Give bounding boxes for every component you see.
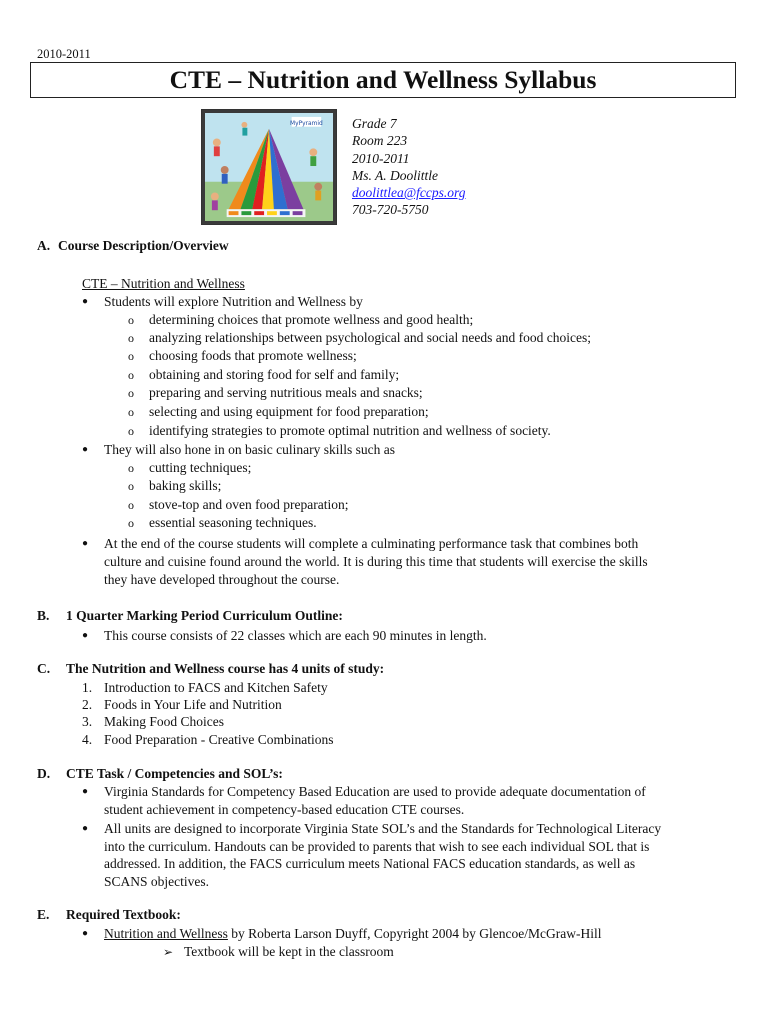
bullet-icon: ● — [82, 928, 89, 939]
sub-bullet-icon: o — [128, 461, 134, 475]
mypyramid-image — [201, 109, 337, 225]
unit-number: 2. — [82, 697, 93, 712]
course-info — [352, 115, 466, 219]
sub-bullet-icon: o — [128, 386, 134, 400]
bullet-icon: ● — [82, 786, 89, 797]
bullet-icon: ● — [82, 538, 89, 549]
unit-item: Foods in Your Life and Nutrition — [104, 697, 282, 712]
sub-bullet-icon: o — [128, 368, 134, 382]
textbook-details: by Roberta Larson Duyff, Copyright 2004 by Glencoe/McGraw-Hill — [227, 926, 602, 941]
list-item: preparing and serving nutritious meals and snacks; — [149, 385, 423, 400]
teacher-name: Ms. A. Doolittle — [352, 167, 438, 183]
unit-number: 3. — [82, 714, 93, 729]
section-d-bullet-2-line: into the curriculum. Handouts can be provided to parents that wish to see each individual SOL that is — [104, 839, 650, 854]
unit-item: Introduction to FACS and Kitchen Safety — [104, 680, 328, 695]
phone: 703-720-5750 — [352, 202, 429, 218]
sub-bullet-icon: o — [128, 349, 134, 363]
sub-bullet-icon: o — [128, 479, 134, 493]
email-link[interactable]: doolittlea@fccps.org — [352, 185, 466, 201]
section-a-bullet-1: Students will explore Nutrition and Wellness by — [104, 294, 363, 309]
bullet-icon: ● — [82, 296, 89, 307]
bullet-icon: ● — [82, 823, 89, 834]
list-item: selecting and using equipment for food preparation; — [149, 404, 429, 419]
bullet-icon: ● — [82, 630, 89, 641]
sub-bullet-icon: o — [128, 516, 134, 530]
section-d-bullet-2-line: All units are designed to incorporate Virginia State SOL’s and the Standards for Technological Literacy — [104, 821, 662, 836]
sub-bullet-icon: o — [128, 331, 134, 345]
section-a-bullet-3-line: culture and cuisine found around the world. It is during this time that students will exercise the skills — [104, 554, 648, 569]
unit-number: 4. — [82, 732, 93, 747]
arrow-bullet-icon: ➢ — [163, 945, 174, 959]
section-a-bullet-3-line: they have developed throughout the course. — [104, 572, 340, 587]
section-a-bullet-3-line: At the end of the course students will complete a culminating performance task that combines both — [104, 536, 639, 551]
section-d-bullet-2-line: SCANS objectives. — [104, 874, 210, 889]
list-item: stove-top and oven food preparation; — [149, 497, 349, 512]
unit-item: Making Food Choices — [104, 714, 224, 729]
list-item: cutting techniques; — [149, 460, 252, 475]
section-a-bullet-2: They will also hone in on basic culinary skills such as — [104, 442, 395, 457]
list-item: choosing foods that promote wellness; — [149, 348, 357, 363]
list-item: identifying strategies to promote optimal nutrition and wellness of society. — [149, 423, 551, 438]
section-d-bullet-2-line: addressed. In addition, the FACS curriculum meets National FACS education standards, as well as — [104, 856, 636, 871]
school-year: 2010-2011 — [352, 150, 410, 166]
list-item: baking skills; — [149, 478, 222, 493]
list-item: essential seasoning techniques. — [149, 515, 317, 530]
section-b-bullet: This course consists of 22 classes which are each 90 minutes in length. — [104, 628, 487, 643]
sub-bullet-icon: o — [128, 424, 134, 438]
grade: Grade 7 — [352, 116, 397, 131]
mypyramid-logo: MyPyramid — [290, 120, 323, 127]
room: Room 223 — [352, 133, 408, 149]
section-d-bullet-1-line: student achievement in competency-based education CTE courses. — [104, 802, 465, 817]
textbook-note: Textbook will be kept in the classroom — [184, 944, 394, 959]
textbook-title: Nutrition and Wellness — [104, 926, 228, 941]
section-d-bullet-1-line: Virginia Standards for Competency Based Education are used to provide adequate documentation of — [104, 784, 646, 799]
textbook-line — [104, 925, 601, 943]
unit-number: 1. — [82, 680, 93, 695]
sub-bullet-icon: o — [128, 498, 134, 512]
header-year: 2010-2011 — [37, 47, 91, 61]
list-item: determining choices that promote wellness and good health; — [149, 312, 474, 327]
bullet-icon: ● — [82, 444, 89, 455]
list-item: obtaining and storing food for self and family; — [149, 367, 400, 382]
section-a-subheading: CTE – Nutrition and Wellness — [82, 276, 245, 291]
unit-item: Food Preparation - Creative Combinations — [104, 732, 334, 747]
list-item: analyzing relationships between psychological and social needs and food choices; — [149, 330, 591, 345]
sub-bullet-icon: o — [128, 313, 134, 327]
sub-bullet-icon: o — [128, 405, 134, 419]
page-title: CTE – Nutrition and Wellness Syllabus — [30, 62, 736, 98]
